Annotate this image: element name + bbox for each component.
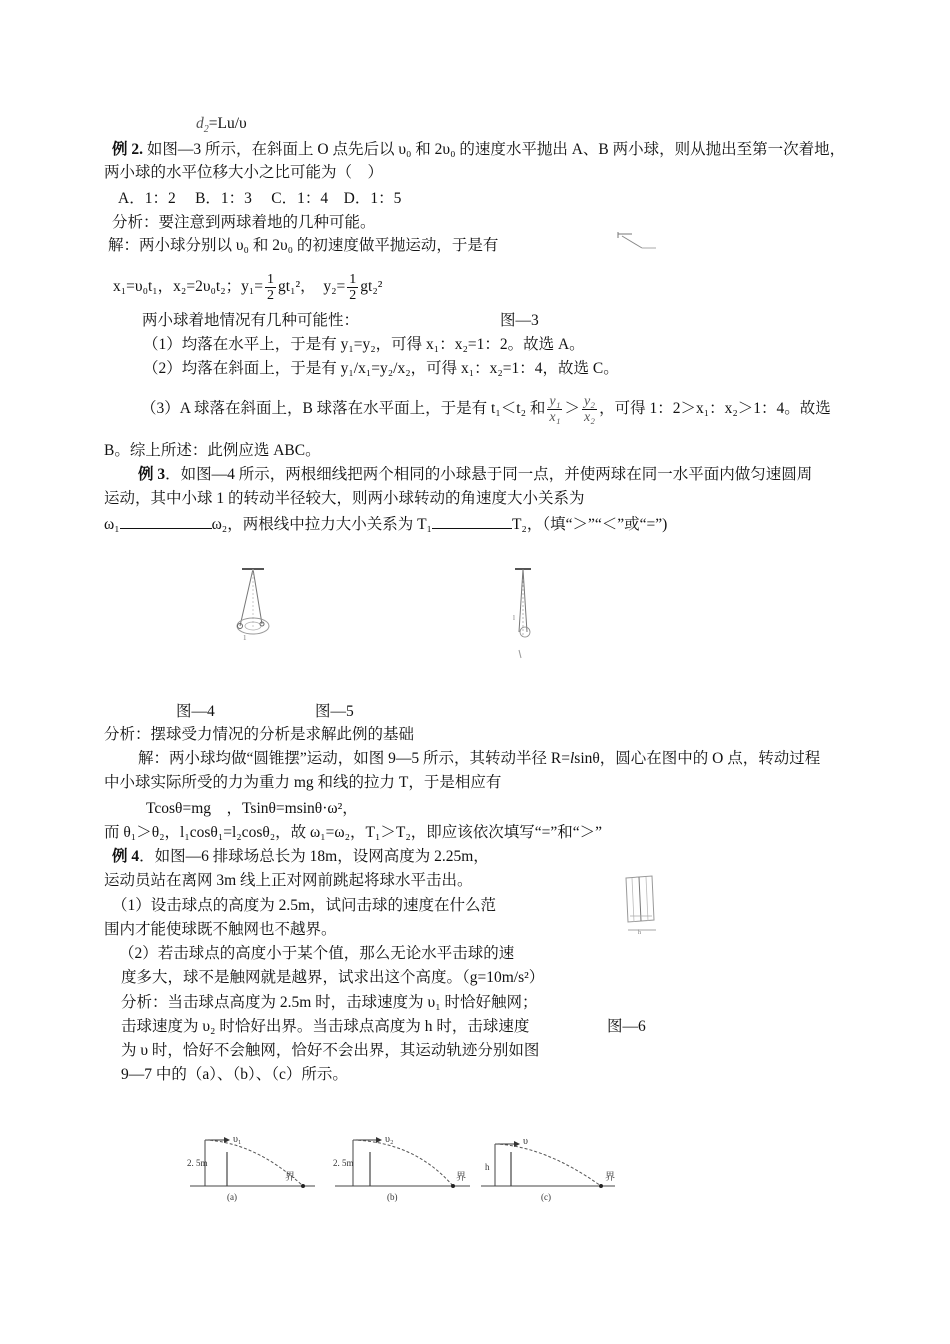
diagram-a-height: 2. 5m xyxy=(187,1158,208,1168)
diagram-c-boundary: 界 xyxy=(605,1172,615,1183)
figure7-trajectories xyxy=(185,1130,625,1210)
answer-blank-2[interactable] xyxy=(432,514,512,529)
fraction-y1-x1: $\frac{\text{y₁}}{\text{x₁}}$ xyxy=(549,393,561,425)
figure5-length-label: l xyxy=(513,614,515,622)
example2-summary: B。综上所述：此例应选 ABC。 xyxy=(104,442,321,459)
example3-analysis: 分析：摆球受力情况的分析是求解此例的基础 xyxy=(104,726,415,743)
diagram-b-height: 2. 5m xyxy=(333,1158,354,1168)
figure5-caption: 图—5 xyxy=(315,703,354,720)
example3-line2: 运动，其中小球 1 的转动半径较大，则两小球转动的角速度大小关系为 xyxy=(104,490,585,507)
example2-case2: （2）均落在斜面上，于是有 y₁/x₁=y₂/x₂，可得 x₁：x₂=1：4，故选 C。 xyxy=(143,360,619,377)
example3-equation: Tcosθ=mg ，Tsinθ=msinθ·ω²， xyxy=(146,800,358,817)
example2-line2: 两小球的水平位移大小之比可能为（ ） xyxy=(104,164,384,181)
diagram-c-caption: (c) xyxy=(541,1192,551,1202)
example2-analysis: 分析：要注意到两球着地的几种可能。 xyxy=(112,214,376,231)
diagram-b-boundary: 界 xyxy=(456,1172,466,1183)
diagram-b-caption: (b) xyxy=(387,1192,398,1202)
example4-line2: 运动员站在离网 3m 线上正对网前跳起将球水平击出。 xyxy=(104,872,473,889)
example2-solution: 解：两小球分别以 υ₀ 和 2υ₀ 的初速度做平抛运动，于是有 xyxy=(108,237,499,254)
example3-blanks: ω₁ ω₂，两根线中拉力大小关系为 T₁ T₂，（填“＞”“＜”或“=”) xyxy=(104,516,668,533)
example2-cases-intro: 两小球着地情况有几种可能性： xyxy=(142,312,360,329)
figure5-pendulum xyxy=(505,566,545,662)
example3-solution-line1: 解：两小球均做“圆锥摆”运动，如图 9—5 所示，其转动半径 R=lsinθ，圆心在图中的 O 点，转动过程 xyxy=(138,750,821,767)
example4-q2-line2: 度多大，球不是触网就是越界，试求出这个高度。（g=10m/s²） xyxy=(121,969,545,986)
diagram-c xyxy=(481,1136,615,1202)
example2-line1: 例 2. 如图—3 所示，在斜面上 O 点先后以 υ₀ 和 2υ₀ 的速度水平抛出 A、B 两小球，则从抛出至第一次着地， xyxy=(112,141,846,158)
diagram-a-velocity: υ₁ xyxy=(233,1134,242,1145)
example4-q2-line1: （2）若击球点的高度小于某个值，那么无论水平击球的速 xyxy=(119,945,515,962)
example4-analysis-line4: 9—7 中的（a）、（b）、（c）所示。 xyxy=(121,1066,348,1083)
figure3-slope-sketch xyxy=(612,228,660,254)
diagram-b-velocity: υ₂ xyxy=(385,1134,394,1145)
figure4-caption: 图—4 xyxy=(176,703,215,720)
figure6-caption: 图—6 xyxy=(607,1018,646,1035)
figure6-h-label: h xyxy=(638,930,641,936)
diagram-c-height: h xyxy=(485,1162,490,1172)
answer-blank-1[interactable] xyxy=(120,514,212,529)
fraction-half-1: $\frac{1}{2}$ xyxy=(267,271,275,303)
figure4-conical-pendulum xyxy=(228,566,288,646)
example3-conclusion: 而 θ₁＞θ₂，l₁cosθ₁=l₂cosθ₂，故 ω₁=ω₂，T₁＞T₂，即应该依次填写“=”和“＞” xyxy=(104,824,603,841)
example3-line1: 例 3．如图—4 所示，两根细线把两个相同的小球悬于同一点，并使两球在同一水平面内做匀速圆周 xyxy=(138,466,813,483)
example2-case3: （3）A 球落在斜面上，B 球落在水平面上，于是有 t₁＜t₂ 和 $\frac{\text{y₁}}{\text{x₁}}$ ＞ $\frac{\text{y₂}}{\text{x₂}}$ ，可得 1：2＞x₁：x₂＞1：4。故选 xyxy=(141,393,831,425)
diagram-a-boundary: 界 xyxy=(285,1172,295,1183)
fraction-y2-x2: $\frac{\text{y₂}}{\text{x₂}}$ xyxy=(583,393,596,425)
diagram-a xyxy=(187,1134,315,1202)
example4-q1-line1: （1）设击球点的高度为 2.5m，试问击球的速度在什么范 xyxy=(112,897,497,914)
example2-equations: x₁=υ₀t₁，x₂=2υ₀t₂；y₁= $\frac{1}{2}$ gt₁²， y₂= $\frac{1}{2}$ gt₂² xyxy=(113,271,383,303)
figure4-label: 1 xyxy=(243,634,247,642)
figure3-caption: 图—3 xyxy=(500,312,539,329)
diagram-c-velocity: υ xyxy=(523,1136,528,1147)
diagram-a-caption: (a) xyxy=(227,1192,237,1202)
diagram-b xyxy=(333,1134,470,1202)
example4-q1-line2: 围内才能使球既不触网也不越界。 xyxy=(104,921,337,938)
example2-options: A．1：2 B．1：3 C．1：4 D．1：5 xyxy=(118,190,402,207)
example4-analysis-line1: 分析：当击球点高度为 2.5m 时，击球速度为 υ₁ 时恰好触网； xyxy=(121,994,538,1011)
example4-analysis-line3: 为 υ 时，恰好不会触网，恰好不会出界，其运动轨迹分别如图 xyxy=(121,1042,540,1059)
figure6-court-sketch xyxy=(618,874,668,936)
example4-line1: 例 4．如图—6 排球场总长为 18m，设网高度为 2.25m， xyxy=(112,848,489,865)
example3-solution-line2: 中小球实际所受的力为重力 mg 和线的拉力 T，于是相应有 xyxy=(104,774,502,791)
fraction-half-2: $\frac{1}{2}$ xyxy=(349,271,357,303)
example2-case1: （1）均落在水平上，于是有 y₁=y₂，可得 x₁：x₂=1：2。故选 A。 xyxy=(143,336,585,353)
formula-d2: $d_2=Lu/\upsilon$ xyxy=(196,115,247,136)
example4-analysis-line2: 击球速度为 υ₂ 时恰好出界。当击球点高度为 h 时，击球速度 xyxy=(121,1018,530,1035)
